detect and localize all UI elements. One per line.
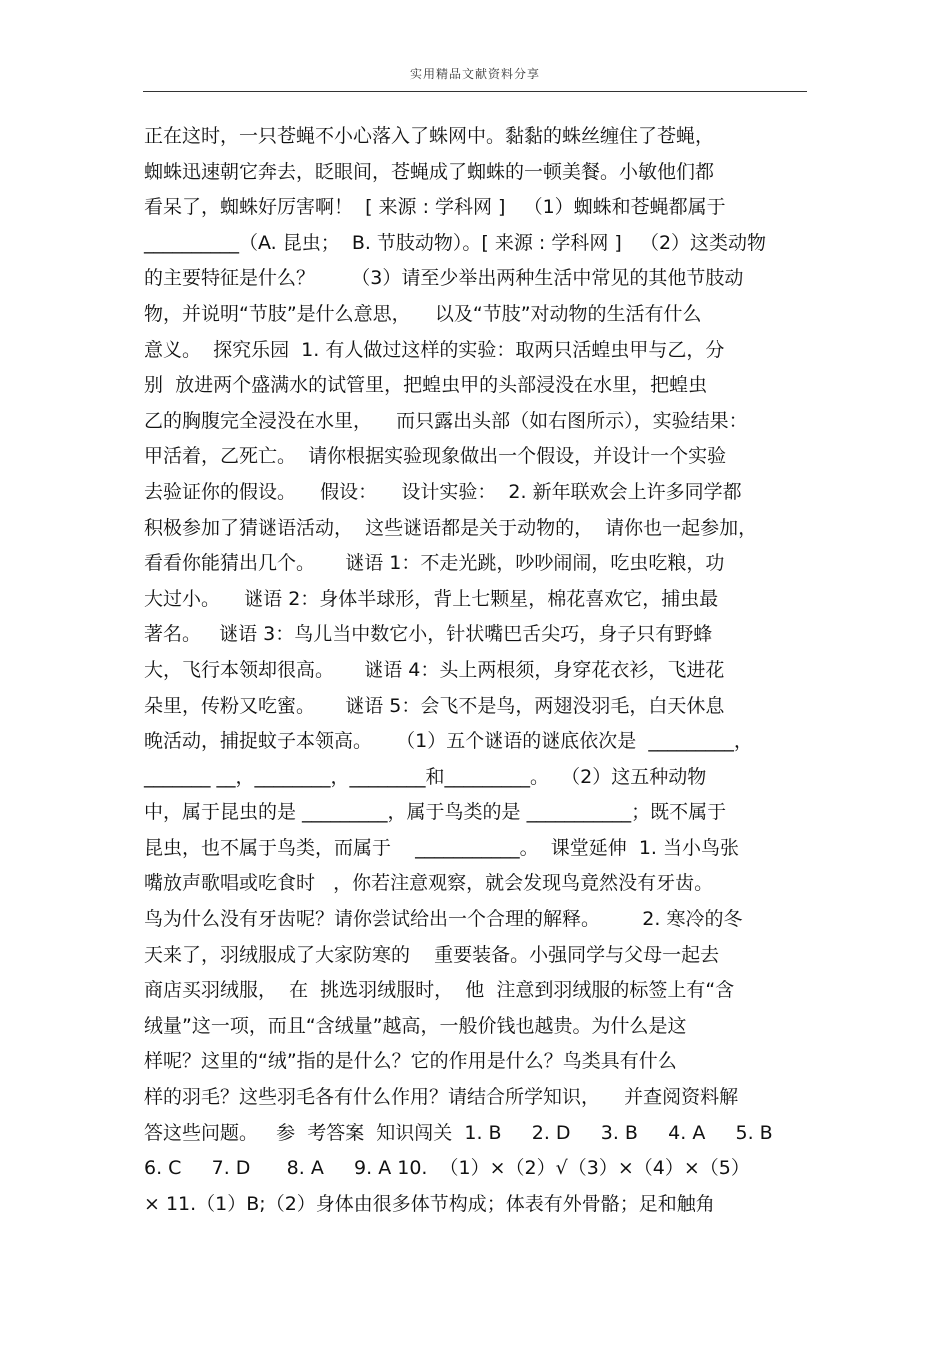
text-line: _______ __，________，________和_________。 （2）这五种动物	[144, 765, 707, 788]
text-line: 嘴放声歌唱或吃食时 ，你若注意观察，就会发现鸟竟然没有牙齿。	[144, 872, 714, 895]
body-text	[144, 119, 814, 1222]
text-line: × 11.（1）B;（2）身体由很多体节构成；体表有外骨骼；足和触角	[144, 1192, 715, 1215]
text-line: 大过小。 谜语 2：身体半球形，背上七颗星，棉花喜欢它，捕虫最	[144, 587, 719, 610]
text-line: __________（A. 昆虫； B. 节肢动物）。[ 来源 : 学科网 ] （2）这类动物	[144, 231, 767, 254]
text-line: 乙的胸腹完全浸没在水里， 而只露出头部（如右图所示），实验结果：	[144, 409, 748, 432]
text-line: 鸟为什么没有牙齿呢？请你尝试给出一个合理的解释。 2. 寒冷的冬	[144, 908, 743, 931]
text-line: 物，并说明“节肢”是什么意思， 以及“节肢”对动物的生活有什么	[144, 302, 702, 325]
running-header: 实用精品文献资料分享	[409, 67, 540, 81]
text-line: 大，飞行本领却很高。 谜语 4：头上两根须，身穿花衣衫，飞进花	[144, 658, 725, 681]
text-line: 中，属于昆虫的是 _________，属于鸟类的是 ___________；既不属于	[144, 801, 727, 824]
text-line: 看呆了，蜘蛛好厉害啊！ [ 来源 : 学科网 ] （1）蜘蛛和苍蝇都属于	[144, 196, 726, 219]
text-line: 朵里，传粉又吃蜜。 谜语 5：会飞不是鸟，两翅没羽毛，白天休息	[144, 694, 725, 717]
text-line: 积极参加了猜谜语活动， 这些谜语都是关于动物的， 请你也一起参加，	[144, 516, 758, 539]
text-line: 样呢？这里的“绒”指的是什么？它的作用是什么？鸟类具有什么	[144, 1050, 677, 1073]
header-divider	[143, 91, 807, 92]
text-line: 晚活动，捕捉蚊子本领高。 （1）五个谜语的谜底依次是 _________，	[144, 730, 753, 753]
text-line: 的主要特征是什么？ （3）请至少举出两种生活中常见的其他节肢动	[144, 267, 744, 290]
text-line: 答这些问题。 参 考答案 知识闯关 1. B 2. D 3. B 4. A 5. B	[144, 1121, 773, 1144]
text-line: 蜘蛛迅速朝它奔去，眨眼间，苍蝇成了蜘蛛的一顿美餐。小敏他们都	[144, 160, 715, 183]
text-line: 绒量”这一项，而且“含绒量”越高，一般价钱也越贵。为什么是这	[144, 1014, 687, 1037]
text-line: 样的羽毛？这些羽毛各有什么作用？请结合所学知识， 并查阅资料解	[144, 1086, 739, 1109]
text-line: 甲活着，乙死亡。 请你根据实验现象做出一个假设，并设计一个实验	[144, 445, 727, 468]
text-line: 意义。 探究乐园 1. 有人做过这样的实验：取两只活蝗虫甲与乙，分	[144, 338, 725, 361]
text-line: 去验证你的假设。 假设： 设计实验： 2. 新年联欢会上许多同学都	[144, 480, 742, 503]
text-line: 商店买羽绒服， 在 挑选羽绒服时， 他 注意到羽绒服的标签上有“含	[144, 979, 735, 1002]
text-line: 看看你能猜出几个。 谜语 1：不走光跳，吵吵闹闹，吃虫吃粮，功	[144, 552, 725, 575]
text-line: 6. C 7. D 8. A 9. A 10. （1）×（2）√（3）×（4）×（5）	[144, 1157, 750, 1180]
text-line: 正在这时，一只苍蝇不小心落入了蛛网中。黏黏的蛛丝缠住了苍蝇，	[144, 125, 715, 147]
text-line: 著名。 谜语 3：鸟儿当中数它小，针状嘴巴舌尖巧，身子只有野蜂	[144, 623, 713, 646]
text-line: 昆虫，也不属于鸟类，而属于 ___________。 课堂延伸 1. 当小鸟张	[144, 836, 739, 859]
text-line: 别 放进两个盛满水的试管里，把蝗虫甲的头部浸没在水里，把蝗虫	[144, 374, 708, 397]
text-line: 天来了，羽绒服成了大家防寒的 重要装备。小强同学与父母一起去	[144, 943, 720, 966]
